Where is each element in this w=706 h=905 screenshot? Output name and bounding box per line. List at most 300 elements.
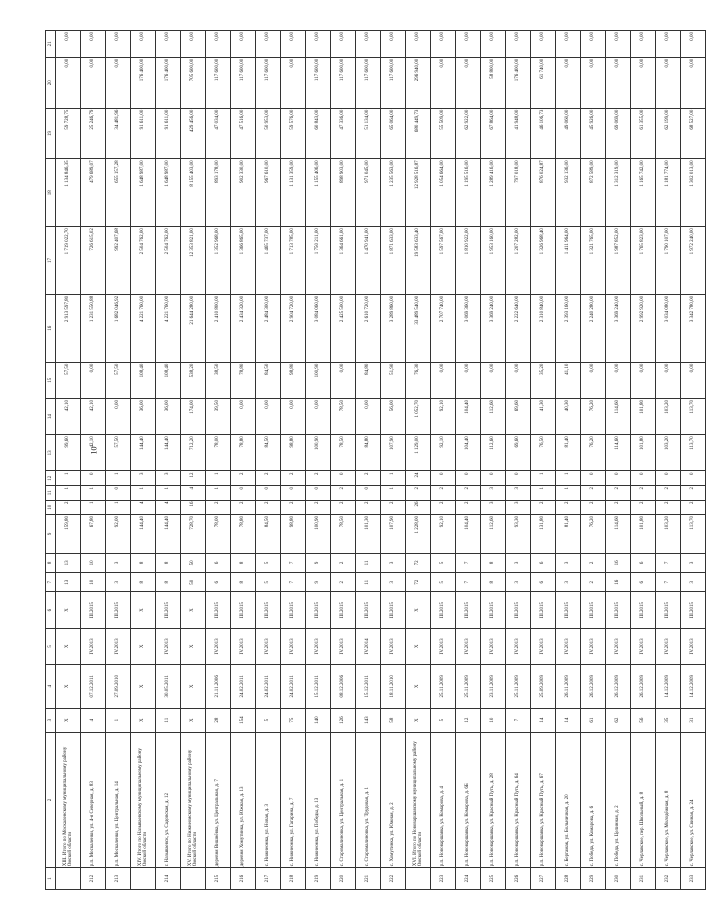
table-cell: 114,60 — [606, 435, 631, 471]
table-row — [231, 31, 256, 890]
table-cell: 07.12.2011 — [81, 665, 106, 709]
table-cell: 2 — [256, 471, 281, 486]
table-cell: 3 — [556, 553, 581, 572]
table-cell: 2 — [581, 500, 606, 515]
table-cell: 14 — [556, 708, 581, 732]
table-cell: 1 972 240,00 — [681, 227, 706, 295]
table-cell: 104,40 — [456, 515, 481, 554]
table-cell: 3 084 060,00 — [306, 294, 331, 362]
table-cell: 57,50 — [106, 362, 131, 398]
table-cell: IV.2013 — [581, 628, 606, 664]
table-cell: 174,00 — [181, 398, 206, 434]
table-cell: III.2015 — [156, 592, 181, 628]
table-cell: 5 — [431, 708, 456, 732]
table-cell: 0 — [631, 471, 656, 486]
table-cell: 6 — [631, 573, 656, 592]
table-cell: 9 — [306, 573, 331, 592]
table-cell: III.2015 — [231, 592, 256, 628]
table-cell: 2 — [656, 486, 681, 501]
table-row — [456, 31, 481, 890]
table-cell: 26.12.2009 — [606, 665, 631, 709]
table-cell: 3 — [506, 486, 531, 501]
table-cell: IV.2013 — [456, 628, 481, 664]
table-cell: 0,00 — [406, 31, 431, 58]
row-number-cell: 231 — [631, 868, 656, 890]
row-number-cell: 221 — [356, 868, 381, 890]
table-cell: 0,00 — [606, 57, 631, 108]
table-cell: 39,50 — [206, 398, 231, 434]
table-cell: 12 928 516,87 — [406, 159, 431, 227]
table-cell: 0,00 — [281, 57, 306, 108]
table-cell: 114,60 — [606, 398, 631, 434]
cell-text: с. Нижнеомка, ул. Новая, д. 3 — [265, 803, 271, 867]
table-cell: 0,00 — [356, 398, 381, 434]
table-cell: 84,50 — [256, 515, 281, 554]
table-cell: 0,00 — [656, 31, 681, 58]
table-cell: 0,00 — [556, 57, 581, 108]
row-number-cell: 222 — [381, 868, 406, 890]
table-cell: 1 366 865,00 — [231, 227, 256, 295]
table-cell: 712,20 — [181, 435, 206, 471]
address-cell — [106, 732, 131, 868]
address-cell — [356, 732, 381, 868]
table-cell: 0 — [431, 471, 456, 486]
table-cell: 0,00 — [256, 398, 281, 434]
table-cell: 84,50 — [256, 362, 281, 398]
table-cell: 112,60 — [481, 515, 506, 554]
table-cell: 0 — [456, 471, 481, 486]
table-cell: 6 — [531, 573, 556, 592]
table-cell: 0,00 — [506, 362, 531, 398]
table-cell: 1 648 987,00 — [131, 159, 156, 227]
table-cell: 1 — [381, 471, 406, 486]
table-cell: 1 181 774,00 — [656, 159, 681, 227]
row-number-cell: 226 — [506, 868, 531, 890]
table-cell: 140 — [306, 708, 331, 732]
table-cell: 1 289 416,00 — [481, 159, 506, 227]
table-cell: 3 342 780,00 — [681, 294, 706, 362]
table-cell: 0,00 — [81, 362, 106, 398]
table-cell: III.2015 — [431, 592, 456, 628]
table-cell: 36,00 — [156, 398, 181, 434]
address-cell — [556, 732, 581, 868]
table-cell: 1 — [106, 708, 131, 732]
table-cell: 1 195 516,00 — [456, 159, 481, 227]
table-cell: 6 — [206, 573, 231, 592]
column-number: 11 — [46, 486, 56, 501]
table-cell: 25.11.2009 — [456, 665, 481, 709]
table-cell: X — [181, 708, 206, 732]
table-cell: 0,00 — [631, 57, 656, 108]
address-cell — [381, 732, 406, 868]
table-cell: 154 — [231, 708, 256, 732]
table-cell: 2 — [581, 573, 606, 592]
table-cell: 55 509,00 — [431, 108, 456, 159]
table-cell: 10 — [81, 573, 106, 592]
table-cell: 0,00 — [581, 362, 606, 398]
table-cell: 4 221 760,00 — [156, 294, 181, 362]
table-cell: 61 355,00 — [631, 108, 656, 159]
row-number-cell: 220 — [331, 868, 356, 890]
table-cell: 176 400,00 — [506, 57, 531, 108]
table-cell: 2 — [206, 500, 231, 515]
table-cell: IV.2013 — [381, 628, 406, 664]
table-row — [281, 31, 306, 890]
table-cell: 0,00 — [306, 31, 331, 58]
cell-text: р.п. Нововаршавка, ул. Красный Путь, д. 64 — [515, 773, 521, 867]
row-number-cell: 217 — [256, 868, 281, 890]
table-cell: 0,00 — [431, 362, 456, 398]
table-cell: 27.09.2010 — [106, 665, 131, 709]
table-cell: 1 364 661,00 — [331, 227, 356, 295]
column-number: 10 — [46, 500, 56, 515]
table-cell: 117 600,00 — [206, 57, 231, 108]
table-cell: 47 336,00 — [331, 108, 356, 159]
table-cell: 7 — [456, 573, 481, 592]
table-cell: 0,00 — [606, 31, 631, 58]
table-row — [431, 31, 456, 890]
table-cell: 5 — [256, 573, 281, 592]
table-cell: 14.12.2009 — [681, 665, 706, 709]
table-cell: 4 — [131, 500, 156, 515]
table-cell: 98,80 — [281, 515, 306, 554]
table-cell: 42,10 — [81, 435, 106, 471]
table-cell: 101,30 — [356, 515, 381, 554]
table-cell: 5 — [256, 708, 281, 732]
table-cell: 4 — [156, 500, 181, 515]
table-cell: IV.2013 — [206, 628, 231, 664]
table-cell: 2 — [231, 471, 256, 486]
table-cell: IV.2013 — [556, 628, 581, 664]
cell-text: с. Старомалиновка, ул. Центральная, д. 1 — [340, 778, 346, 867]
address-cell — [681, 732, 706, 868]
table-cell: IV.2014 — [356, 628, 381, 664]
table-cell: 2 222 640,00 — [506, 294, 531, 362]
table-cell: 5 — [431, 573, 456, 592]
table-cell: 65 064,00 — [381, 108, 406, 159]
table-cell: 2 — [331, 573, 356, 592]
table-cell: 100,90 — [306, 362, 331, 398]
table-cell: 2 — [606, 486, 631, 501]
table-cell: 1 228,00 — [406, 515, 431, 554]
table-cell: 0,00 — [681, 362, 706, 398]
table-cell: 11 — [356, 573, 381, 592]
table-cell: 680 449,73 — [406, 108, 431, 159]
table-cell: 3 369 240,00 — [481, 294, 506, 362]
table-cell: 78,00 — [206, 435, 231, 471]
address-cell — [656, 732, 681, 868]
table-cell: 126 — [331, 708, 356, 732]
table-cell: 2 — [581, 553, 606, 572]
table-cell: 2 — [356, 471, 381, 486]
column-number: 8 — [46, 553, 56, 572]
table-cell: 117 600,00 — [331, 57, 356, 108]
table-cell: 59 728,75 — [56, 108, 81, 159]
table-cell: 176 400,00 — [131, 57, 156, 108]
table-cell: 3 034 080,00 — [656, 294, 681, 362]
table-cell: 1 — [106, 500, 131, 515]
table-cell: 992 407,68 — [106, 227, 131, 295]
table-row — [581, 31, 606, 890]
table-cell: 92,10 — [431, 398, 456, 434]
table-cell: 99,60 — [56, 435, 81, 471]
table-cell: 24.02.2011 — [281, 665, 306, 709]
cell-text: с. Победа, ул. Комарова, д. 6 — [590, 805, 596, 867]
table-cell: 3 — [106, 553, 131, 572]
table-cell: III.2015 — [306, 592, 331, 628]
table-cell: 76,30 — [406, 362, 431, 398]
table-cell: 3 — [681, 573, 706, 592]
table-cell: 19 583 633,40 — [406, 227, 431, 295]
table-cell: 21 644 280,00 — [181, 294, 206, 362]
table-row — [206, 31, 231, 890]
table-cell: X — [56, 592, 81, 628]
table-cell: 1 — [556, 471, 581, 486]
column-number: 6 — [46, 592, 56, 628]
table-cell: 1 597 567,00 — [431, 227, 456, 295]
table-cell: 2 610 720,00 — [356, 294, 381, 362]
table-cell: 797 018,00 — [506, 159, 531, 227]
row-number-cell: 219 — [306, 868, 331, 890]
table-cell: 98,80 — [281, 435, 306, 471]
column-number: 15 — [46, 362, 56, 398]
table-cell: 56,00 — [381, 398, 406, 434]
table-cell: 78,80 — [231, 515, 256, 554]
table-cell: 144,40 — [156, 435, 181, 471]
cell-text: с. Черлакское, пер. Школьный, д. 8 — [640, 791, 646, 867]
table-cell: 0,00 — [431, 31, 456, 58]
table-cell: 41 948,00 — [506, 108, 531, 159]
table-cell: 0,00 — [131, 31, 156, 58]
table-cell: 876 024,87 — [531, 159, 556, 227]
table-cell: 2 992 920,00 — [631, 294, 656, 362]
table-cell: 4 — [81, 708, 106, 732]
table-row — [481, 31, 506, 890]
table-cell: 1 — [381, 486, 406, 501]
column-number: 4 — [46, 665, 56, 709]
address-cell — [331, 732, 356, 868]
table-cell: IV.2013 — [481, 628, 506, 664]
table-cell: 84,50 — [256, 435, 281, 471]
table-cell: 2 504 762,00 — [131, 227, 156, 295]
table-cell: 726 615,02 — [81, 227, 106, 295]
table-cell: 131,80 — [531, 515, 556, 554]
table-cell: 2 — [531, 500, 556, 515]
table-cell: 7 — [656, 553, 681, 572]
table-cell: 8 — [156, 553, 181, 572]
table-cell: 50 — [181, 553, 206, 572]
address-cell — [256, 732, 281, 868]
table-cell: IV.2013 — [306, 628, 331, 664]
table-cell: 100,90 — [306, 435, 331, 471]
table-cell: 16 — [606, 553, 631, 572]
table-cell: IV.2013 — [656, 628, 681, 664]
table-cell: 3 — [556, 573, 581, 592]
table-cell: 26.11.2009 — [556, 665, 581, 709]
table-cell: 51 134,00 — [356, 108, 381, 159]
table-cell: 61 740,00 — [531, 57, 556, 108]
table-cell: 2 904 720,00 — [281, 294, 306, 362]
table-cell: 0 — [81, 471, 106, 486]
row-number-cell: 233 — [681, 868, 706, 890]
table-cell: 3 — [506, 553, 531, 572]
table-cell: 1 312 319,00 — [606, 159, 631, 227]
table-cell: 6 — [631, 553, 656, 572]
table-cell: X — [56, 708, 81, 732]
table-cell: 0,00 — [331, 362, 356, 398]
table-cell: 84,80 — [356, 362, 381, 398]
table-cell: 35,20 — [531, 362, 556, 398]
table-cell: 13 — [56, 573, 81, 592]
address-cell — [456, 732, 481, 868]
table-cell: 6 — [531, 553, 556, 572]
table-cell: 0,00 — [381, 31, 406, 58]
cell-text: XIII. Итого по Москаленскому муниципальному району Омской области — [62, 746, 73, 867]
table-cell: 8 — [481, 573, 506, 592]
column-number: 17 — [46, 227, 56, 295]
table-cell: 25 246,79 — [81, 108, 106, 159]
table-cell: 2 — [456, 486, 481, 501]
table-cell: 2 — [331, 553, 356, 572]
table-cell: III.2015 — [206, 592, 231, 628]
table-cell: 1 235 563,00 — [381, 159, 406, 227]
table-cell: 1 470 941,00 — [356, 227, 381, 295]
total-label-cell — [406, 732, 431, 868]
table-cell: 1 165 742,00 — [631, 159, 656, 227]
table-cell: 0,00 — [606, 362, 631, 398]
table-cell: 14.12.2009 — [656, 665, 681, 709]
table-cell: 108,40 — [131, 362, 156, 398]
table-cell: IV.2013 — [256, 628, 281, 664]
table-cell: 1 465 737,00 — [256, 227, 281, 295]
table-row — [631, 31, 656, 890]
table-cell: 113,70 — [681, 515, 706, 554]
table-cell: 42,10 — [56, 398, 81, 434]
table-cell: 26 — [406, 500, 431, 515]
table-row — [106, 31, 131, 890]
cell-text: р.п. Нововаршавка, ул. Комарова, д. 6Б — [465, 783, 471, 867]
table-cell: 1 — [131, 486, 156, 501]
address-cell — [606, 732, 631, 868]
table-cell: 0,00 — [306, 398, 331, 434]
page-number: 10 — [89, 446, 99, 455]
table-row — [656, 31, 681, 890]
table-cell: 5 — [431, 553, 456, 572]
table-cell: III.2015 — [356, 592, 381, 628]
table-cell: 7 — [506, 708, 531, 732]
table-cell: 2 — [231, 500, 256, 515]
table-cell: 1 134 846,35 — [56, 159, 81, 227]
table-cell: 3 — [506, 573, 531, 592]
table-cell: 0,00 — [281, 398, 306, 434]
table-cell: 0 — [506, 471, 531, 486]
table-cell: 2 393 160,00 — [556, 294, 581, 362]
table-cell: 76,20 — [581, 515, 606, 554]
table-cell: 0,00 — [281, 31, 306, 58]
table-cell: 78,80 — [231, 362, 256, 398]
table-cell: 0,00 — [431, 57, 456, 108]
column-number: 1 — [46, 868, 56, 890]
table-row — [506, 31, 531, 890]
table-cell: 56 — [631, 708, 656, 732]
table-cell: 2 — [56, 500, 81, 515]
table-cell: 15.12.2011 — [356, 665, 381, 709]
table-cell: 9 — [306, 553, 331, 572]
table-cell: 60 843,00 — [306, 108, 331, 159]
row-number-cell: 214 — [156, 868, 181, 890]
table-cell: 25.11.2009 — [431, 665, 456, 709]
table-cell: 47 034,00 — [206, 108, 231, 159]
table-cell: 1 — [56, 486, 81, 501]
cell-text: деревня Вишнёвка, ул. Центральная, д. 7 — [215, 779, 221, 867]
table-cell: 47 516,00 — [231, 108, 256, 159]
table-cell: 1 713 785,00 — [281, 227, 306, 295]
table-cell: 2 — [356, 500, 381, 515]
table-cell: 76,20 — [581, 398, 606, 434]
table-cell: 144,40 — [131, 515, 156, 554]
table-cell: 14 — [531, 708, 556, 732]
table-cell: 2 — [281, 500, 306, 515]
table-cell: III.2015 — [256, 592, 281, 628]
table-cell: IV.2013 — [506, 628, 531, 664]
table-cell: 0,00 — [181, 31, 206, 58]
table-cell: 1 750 211,00 — [306, 227, 331, 295]
table-cell: 1 987 852,00 — [606, 227, 631, 295]
row-number-cell: 213 — [106, 868, 131, 890]
row-number-cell: 227 — [531, 868, 556, 890]
table-cell: 1 — [56, 471, 81, 486]
table-cell: 971 045,00 — [356, 159, 381, 227]
table-cell: 08.12.2006 — [331, 665, 356, 709]
table-cell: 872 589,00 — [581, 159, 606, 227]
cell-text: с. Черлакское, ул. Молодёжная, д. 8 — [665, 790, 671, 867]
column-number: 12 — [46, 471, 56, 486]
table-cell: 8 — [131, 553, 156, 572]
cell-text: р.п. Нововаршавка, ул. Красный Путь, д. 67 — [540, 773, 546, 867]
column-number: 20 — [46, 57, 56, 108]
table-cell: 898 903,00 — [331, 159, 356, 227]
table-cell: 7 — [456, 553, 481, 572]
table-cell: 2 — [381, 500, 406, 515]
table-cell: 12 — [456, 708, 481, 732]
table-cell: 0 — [681, 471, 706, 486]
table-cell: 28 — [206, 708, 231, 732]
table-cell: 0,00 — [631, 31, 656, 58]
cell-text: XVI. Итого по Нововаршавскому муниципальному району Омской области — [412, 741, 423, 867]
table-cell: 42,10 — [81, 398, 106, 434]
table-cell: 538,20 — [181, 362, 206, 398]
table-cell: 69,60 — [506, 398, 531, 434]
table-cell: 100,90 — [306, 515, 331, 554]
table-cell: 91 611,00 — [156, 108, 181, 159]
table-cell: 1 155 406,00 — [306, 159, 331, 227]
table-cell: 117 600,00 — [381, 57, 406, 108]
table-cell: 0,00 — [631, 362, 656, 398]
table-cell: 11 — [356, 553, 381, 572]
table-cell: 75 — [281, 708, 306, 732]
column-number: 19 — [46, 108, 56, 159]
table-cell: 1 — [531, 471, 556, 486]
table-cell: 2 — [631, 500, 656, 515]
table-cell: 2 — [656, 500, 681, 515]
address-cell — [581, 732, 606, 868]
table-cell: 8 155 403,00 — [181, 159, 206, 227]
table-cell: 58 800,00 — [481, 57, 506, 108]
column-number: 16 — [46, 294, 56, 362]
table-cell: 3 — [131, 471, 156, 486]
table-cell: 0,00 — [556, 31, 581, 58]
table-cell: 1 — [206, 486, 231, 501]
